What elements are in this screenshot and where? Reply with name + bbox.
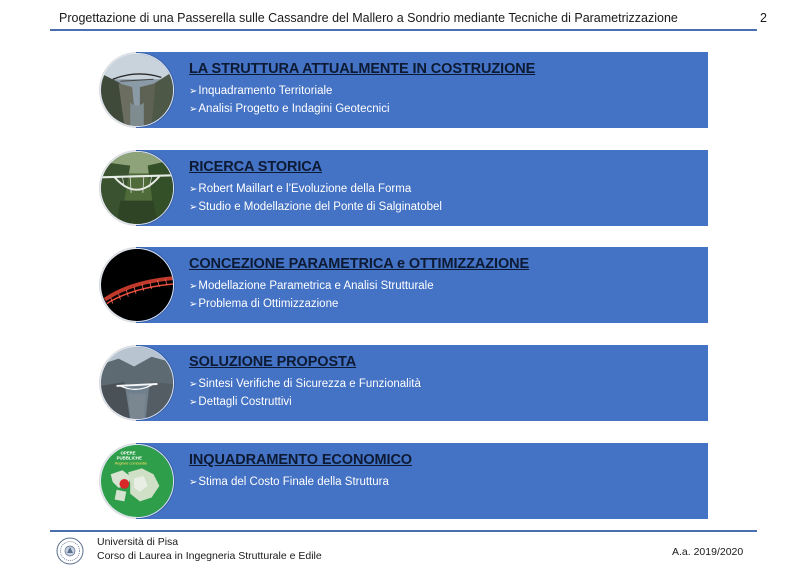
- footer-course: Corso di Laurea in Ingegneria Strutturale e Edile: [97, 550, 322, 562]
- section-item: ➢Studio e Modellazione del Ponte di Salginatobel: [189, 201, 442, 213]
- svg-text:Regione Lombardia: Regione Lombardia: [114, 461, 147, 466]
- section-inquadramento-economico: [100, 443, 710, 519]
- arrow-bullet-icon: ➢: [189, 184, 198, 195]
- gorge-bridge-photo: [100, 53, 174, 127]
- parametric-model-render: [100, 248, 174, 322]
- section-title: RICERCA STORICA: [189, 159, 323, 175]
- footer-university: Università di Pisa: [97, 536, 179, 548]
- section-title: CONCEZIONE PARAMETRICA e OTTIMIZZAZIONE: [189, 256, 530, 272]
- arrow-bullet-icon: ➢: [189, 281, 198, 292]
- section-struttura-attuale: [100, 52, 710, 128]
- arrow-bullet-icon: ➢: [189, 397, 198, 408]
- header-divider: [50, 29, 757, 31]
- arrow-bullet-icon: ➢: [189, 299, 198, 310]
- section-title: INQUADRAMENTO ECONOMICO: [189, 452, 412, 468]
- section-item: ➢Modellazione Parametrica e Analisi Strutturale: [189, 280, 434, 292]
- arrow-bullet-icon: ➢: [189, 379, 198, 390]
- opere-pubbliche-cover: [100, 444, 174, 518]
- section-concezione-parametrica: [100, 247, 710, 323]
- svg-text:PUBBLICHE: PUBBLICHE: [116, 455, 143, 461]
- section-title: SOLUZIONE PROPOSTA: [189, 354, 357, 370]
- arrow-bullet-icon: ➢: [189, 104, 198, 115]
- section-item: ➢Analisi Progetto e Indagini Geotecnici: [189, 103, 390, 115]
- proposed-bridge-render: [100, 346, 174, 420]
- section-item: ➢Stima del Costo Finale della Struttura: [189, 476, 389, 488]
- section-item: ➢Problema di Ottimizzazione: [189, 298, 339, 310]
- section-item: ➢Inquadramento Territoriale: [189, 85, 333, 97]
- footer-divider: [50, 530, 757, 532]
- section-item: ➢Dettagli Costruttivi: [189, 396, 292, 408]
- section-ricerca-storica: [100, 150, 710, 226]
- header-title: Progettazione di una Passerella sulle Cassandre del Mallero a Sondrio mediante Tecniche di Parametrizzazione: [59, 11, 678, 25]
- section-item: ➢Sintesi Verifiche di Sicurezza e Funzionalità: [189, 378, 421, 390]
- salginatobel-bridge-photo: [100, 151, 174, 225]
- section-soluzione-proposta: [100, 345, 710, 421]
- arrow-bullet-icon: ➢: [189, 477, 198, 488]
- page-number: 2: [760, 11, 767, 25]
- svg-text:OPERE: OPERE: [120, 450, 136, 456]
- arrow-bullet-icon: ➢: [189, 86, 198, 97]
- footer-academic-year: A.a. 2019/2020: [672, 546, 744, 558]
- arrow-bullet-icon: ➢: [189, 202, 198, 213]
- section-item: ➢Robert Maillart e l’Evoluzione della Forma: [189, 183, 412, 195]
- university-seal-icon: [56, 537, 84, 565]
- section-title: LA STRUTTURA ATTUALMENTE IN COSTRUZIONE: [189, 61, 536, 77]
